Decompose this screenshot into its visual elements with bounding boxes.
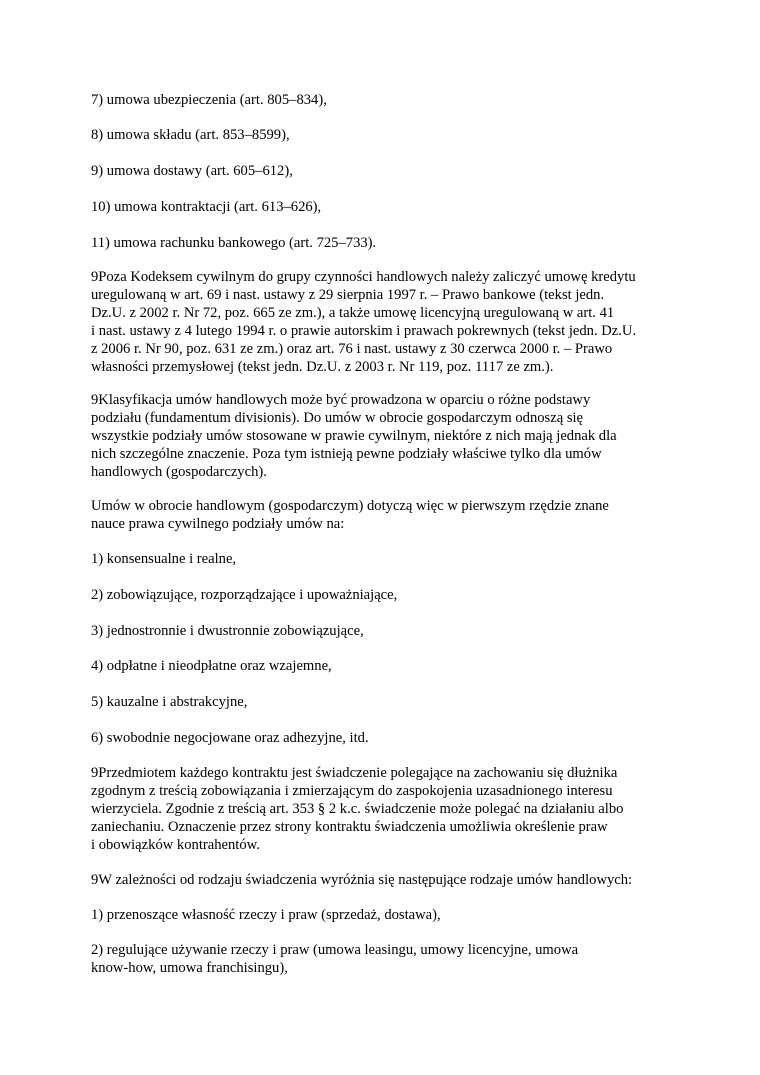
list-item: 4) odpłatne i nieodpłatne oraz wzajemne,: [91, 658, 332, 674]
list-item: 2) regulujące używanie rzeczy i praw (umowa leasingu, umowy licencyjne, umowa know-how, umowa franchisingu),: [91, 942, 579, 976]
list-item: 2) zobowiązujące, rozporządzające i upoważniające,: [91, 587, 398, 603]
body-paragraph: Umów w obrocie handlowym (gospodarczym) dotyczą więc w pierwszym rzędzie znane nauce prawa cywilnego podziały umów na:: [91, 498, 609, 532]
list-item: 3) jednostronnie i dwustronnie zobowiązujące,: [91, 623, 364, 639]
list-item: 9) umowa dostawy (art. 605–612),: [91, 163, 293, 179]
list-item: 7) umowa ubezpieczenia (art. 805–834),: [91, 92, 327, 108]
list-item: 5) kauzalne i abstrakcyjne,: [91, 694, 248, 710]
list-item: 8) umowa składu (art. 853–8599),: [91, 127, 290, 143]
body-paragraph: 9Przedmiotem każdego kontraktu jest świadczenie polegające na zachowaniu się dłużnika zgodnym z treścią zobowiązania i zmierzającym do zaspokojenia uzasadnionego interesu wierzyciela. Zgodnie z treścią art. 353 § 2 k.c. świadczenie może polegać na działaniu albo zaniechaniu. Oznaczenie przez strony kontraktu świadczenia umożliwia określenie praw i obowiązków kontrahentów.: [91, 765, 624, 853]
list-item: 1) konsensualne i realne,: [91, 551, 237, 567]
list-item: 10) umowa kontraktacji (art. 613–626),: [91, 199, 322, 215]
body-paragraph: 9W zależności od rodzaju świadczenia wyróżnia się następujące rodzaje umów handlowych:: [91, 872, 633, 888]
body-paragraph: 9Poza Kodeksem cywilnym do grupy czynności handlowych należy zaliczyć umowę kredytu uregulowaną w art. 69 i nast. ustawy z 29 sierpnia 1997 r. – Prawo bankowe (tekst jedn. Dz.U. z 2002 r. Nr 72, poz. 665 ze zm.), a także umowę licencyjną uregulowaną w art. 41 i nast. ustawy z 4 lutego 1994 r. o prawie autorskim i prawach pokrewnych (tekst jedn. Dz.U. z 2006 r. Nr 90, poz. 631 ze zm.) oraz art. 76 i nast. ustawy z 30 czerwca 2000 r. – Prawo własności przemysłowej (tekst jedn. Dz.U. z 2003 r. Nr 119, poz. 1117 ze zm.).: [91, 269, 637, 375]
list-item: 11) umowa rachunku bankowego (art. 725–733).: [91, 235, 377, 251]
list-item: 1) przenoszące własność rzeczy i praw (sprzedaż, dostawa),: [91, 907, 441, 923]
list-item: 6) swobodnie negocjowane oraz adhezyjne, itd.: [91, 730, 369, 746]
body-paragraph: 9Klasyfikacja umów handlowych może być prowadzona w oparciu o różne podstawy podziału (fundamentum divisionis). Do umów w obrocie gospodarczym odnoszą się wszystkie podziały umów stosowane w prawie cywilnym, niektóre z nich mają jednak dla nich szczególne znaczenie. Poza tym istnieją pewne podziały właściwe tylko dla umów handlowych (gospodarczych).: [91, 392, 617, 480]
